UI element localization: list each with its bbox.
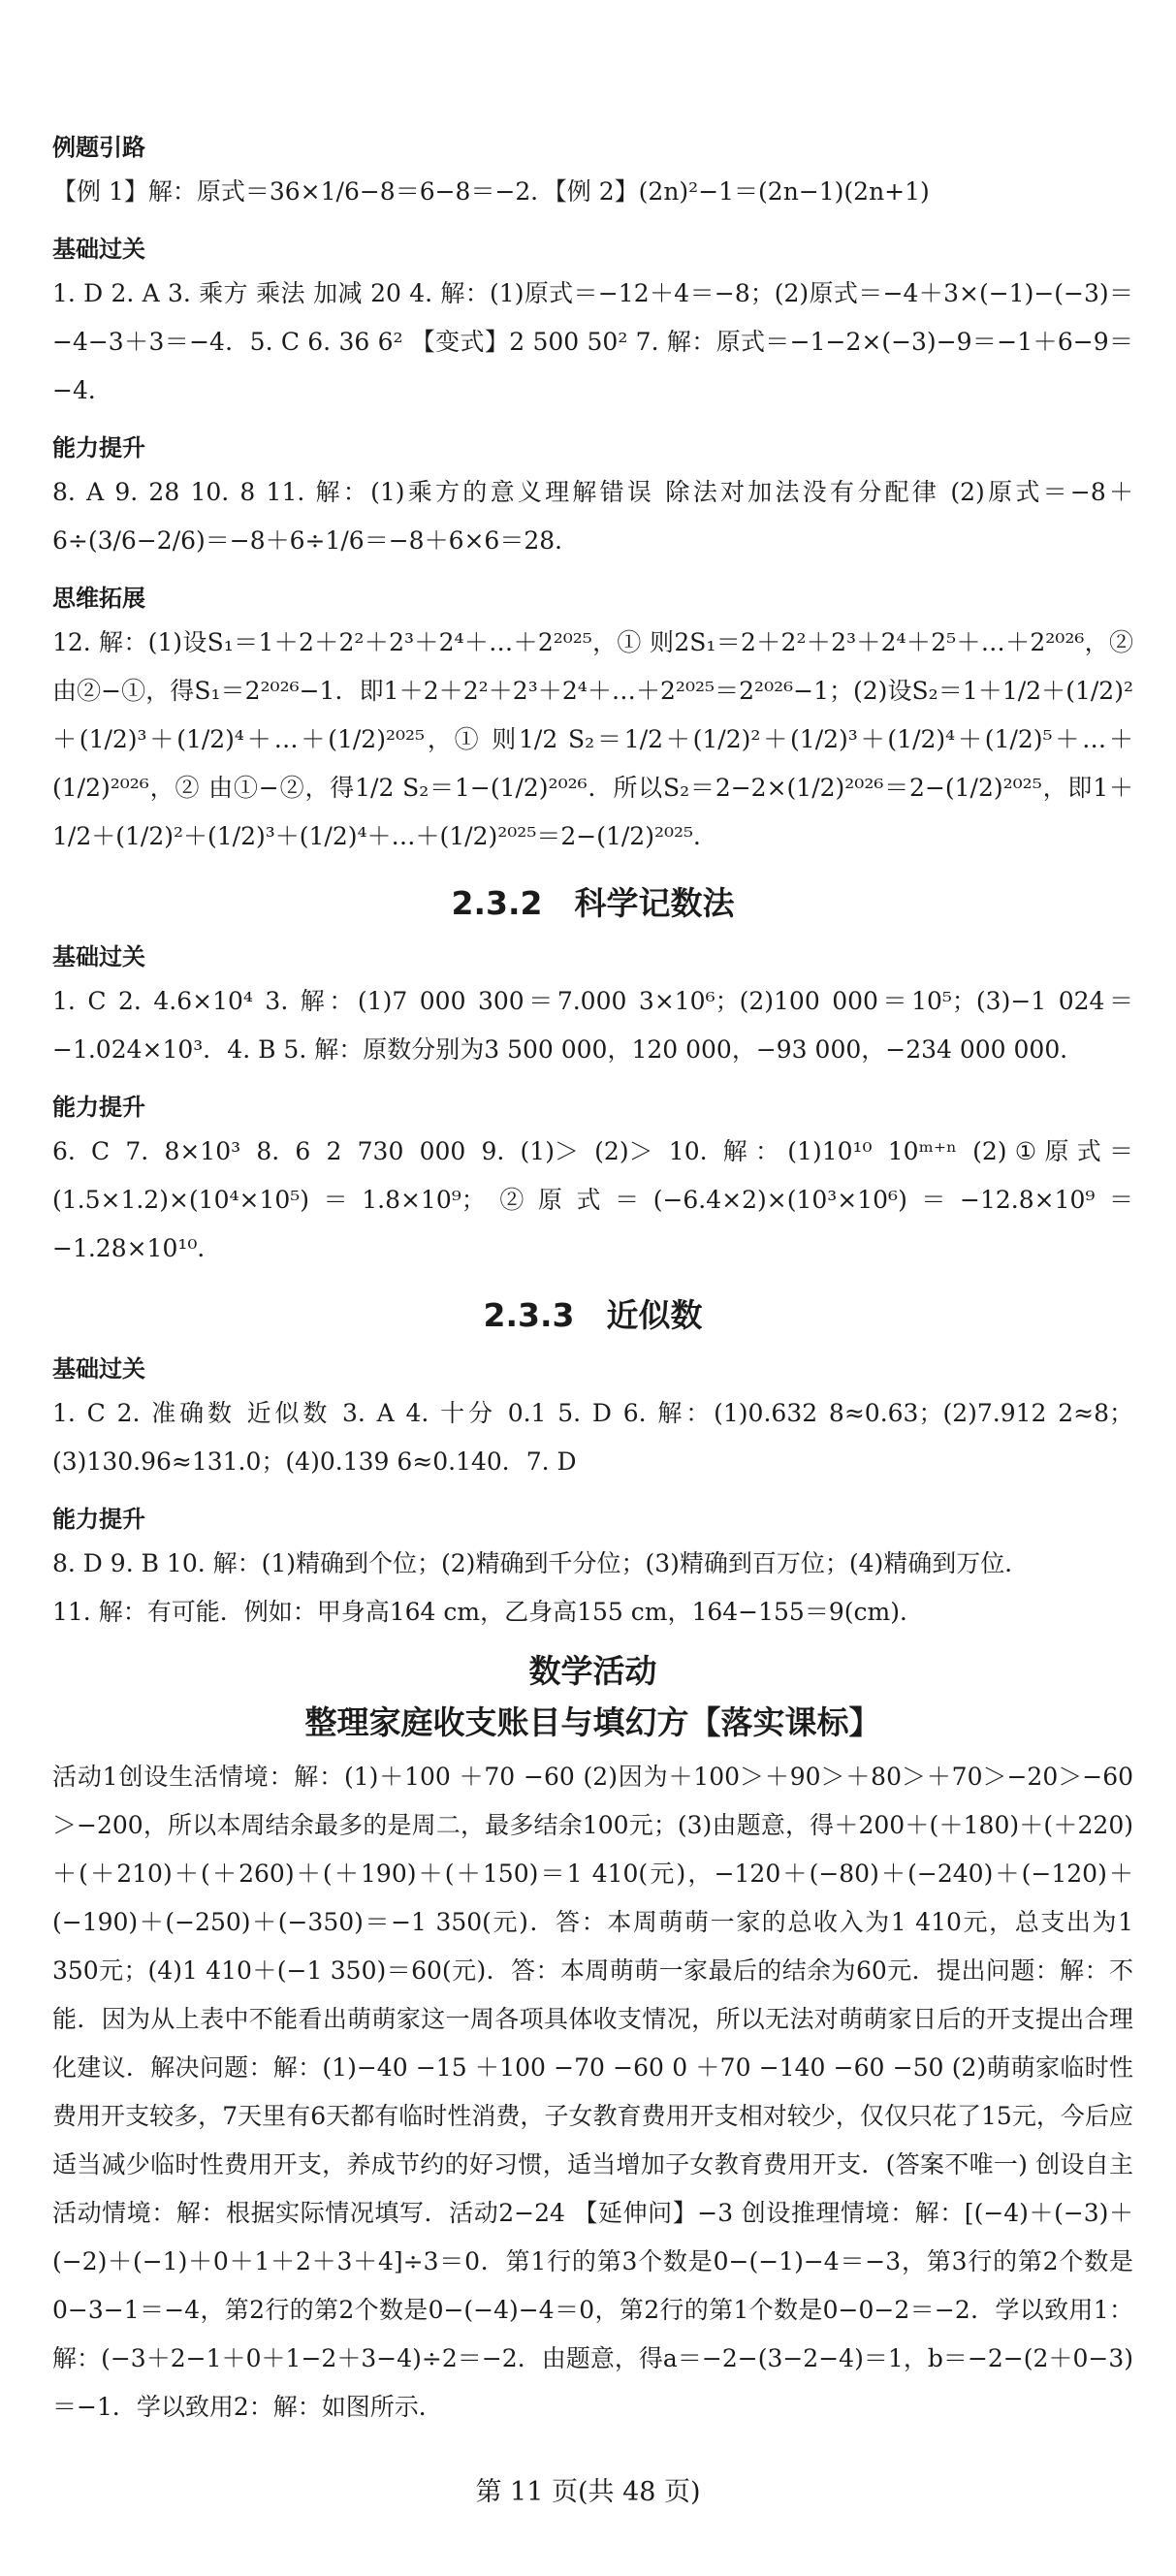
section-heading: 例题引路: [52, 134, 145, 161]
section-heading: 能力提升: [52, 1506, 145, 1533]
answer-paragraph: 6. C 7. 8×10³ 8. 6 2 730 000 9. (1)＞ (2)＞ 10. 解：(1)10¹⁰ 10ᵐ⁺ⁿ (2)①原式＝(1.5×1.2)×(10⁴×10⁵)＝1.8×10⁹；②原式＝(−6.4×2)×(10³×10⁶)＝−12.8×10⁹＝−1.28×10¹⁰．: [52, 1137, 1133, 1262]
answer-paragraph: 【例 1】解：原式＝36×1/6−8＝6−8＝−2．【例 2】(2n)²−1＝(2n−1)(2n+1): [52, 177, 930, 206]
lesson-title: 2.3.2 科学记数法: [451, 884, 735, 922]
answer-paragraph: 8. D 9. B 10. 解：(1)精确到个位；(2)精确到千分位；(3)精确到百万位；(4)精确到万位．: [52, 1549, 1030, 1577]
answer-paragraph: 1. C 2. 准确数 近似数 3. A 4. 十分 0.1 5. D 6. 解：(1)0.632 8≈0.63；(2)7.912 2≈8；(3)130.96≈131.0；(4)0.139 6≈0.140．7. D: [52, 1399, 1133, 1476]
lesson-title: 2.3.3 近似数: [483, 1296, 703, 1334]
answer-paragraph: 1. C 2. 4.6×10⁴ 3. 解：(1)7 000 300＝7.000 3×10⁶；(2)100 000＝10⁵；(3)−1 024＝−1.024×10³．4. B 5. 解：原数分别为3 500 000，120 000，−93 000，−234 000 000．: [52, 987, 1133, 1064]
section-heading: 能力提升: [52, 1094, 145, 1121]
section-heading: 基础过关: [52, 1355, 145, 1383]
section-heading: 思维拓展: [52, 585, 145, 612]
answer-paragraph: 活动1创设生活情境：解：(1)＋100 ＋70 −60 (2)因为＋100＞＋90＞＋80＞＋70＞−20＞−60＞−200，所以本周结余最多的是周二，最多结余100元；(3)由题意，得＋200＋(＋180)＋(＋220)＋(＋210)＋(＋260)＋(＋190)＋(＋150)＝1 410(元)，−120＋(−80)＋(−240)＋(−120)＋(−190)＋(−250)＋(−350)＝−1 350(元)．答：本周萌萌一家的总收入为1 410元，总支出为1 350元；(4)1 410＋(−1 350)＝60(元)．答：本周萌萌一家最后的结余为60元．提出问题：解：不能．因为从上表中不能看出萌萌家这一周各项具体收支情况，所以无法对萌萌家日后的开支提出合理化建议．解决问题：解：(1)−40 −15 ＋100 −70 −60 0 ＋70 −140 −60 −50 (2)萌萌家临时性费用开支较多，7天里有6天都有临时性消费，子女教育费用开支相对较少，仅仅只花了15元，今后应适当减少临时性费用开支，养成节约的好习惯，适当增加子女教育费用开支．(答案不唯一) 创设自主活动情境：解：根据实际情况填写．活动2−24 【延伸问】−3 创设推理情境：解：[(−4)＋(−3)＋(−2)＋(−1)＋0＋1＋2＋3＋4]÷3＝0．第1行的第3个数是0−(−1)−4＝−3，第3行的第2个数是0−3−1＝−4，第2行的第2个数是0−(−4)−4＝0，第2行的第1个数是0−0−2＝−2．学以致用1：解：(−3＋2−1＋0＋1−2＋3−4)÷2＝−2．由题意，得a＝−2−(3−2−4)＝1，b＝−2−(2＋0−3)＝−1．学以致用2：解：如图所示．: [52, 1763, 1133, 2421]
section-heading: 能力提升: [52, 434, 145, 461]
activity-subtitle: 整理家庭收支账目与填幻方【落实课标】: [304, 1703, 881, 1741]
section-heading: 基础过关: [52, 943, 145, 970]
section-heading: 基础过关: [52, 236, 145, 263]
answer-paragraph: 1. D 2. A 3. 乘方 乘法 加减 20 4. 解：(1)原式＝−12＋4＝−8；(2)原式＝−4＋3×(−1)−(−3)＝−4−3＋3＝−4．5. C 6. 36 6² 【变式】2 500 50² 7. 解：原式＝−1−2×(−3)−9＝−1＋6−9＝−4．: [52, 279, 1133, 404]
answer-paragraph: 8. A 9. 28 10. 8 11. 解：(1)乘方的意义理解错误 除法对加法没有分配律 (2)原式＝−8＋6÷(3/6−2/6)＝−8＋6÷1/6＝−8＋6×6＝28．: [52, 478, 1133, 555]
activity-title: 数学活动: [528, 1652, 657, 1690]
answer-paragraph: 12. 解：(1)设S₁＝1＋2＋2²＋2³＋2⁴＋…＋2²⁰²⁵，① 则2S₁＝2＋2²＋2³＋2⁴＋2⁵＋…＋2²⁰²⁶，② 由②−①，得S₁＝2²⁰²⁶−1．即1＋2＋2²＋2³＋2⁴＋…＋2²⁰²⁵＝2²⁰²⁶−1；(2)设S₂＝1＋1/2＋(1/2)²＋(1/2)³＋(1/2)⁴＋…＋(1/2)²⁰²⁵，① 则1/2 S₂＝1/2＋(1/2)²＋(1/2)³＋(1/2)⁴＋(1/2)⁵＋…＋(1/2)²⁰²⁶，② 由①−②，得1/2 S₂＝1−(1/2)²⁰²⁶．所以S₂＝2−2×(1/2)²⁰²⁶＝2−(1/2)²⁰²⁵，即1＋1/2＋(1/2)²＋(1/2)³＋(1/2)⁴＋…＋(1/2)²⁰²⁵＝2−(1/2)²⁰²⁵．: [52, 628, 1133, 850]
page-footer: 第 11 页(共 48 页): [475, 2477, 701, 2507]
answer-paragraph: 11. 解：有可能．例如：甲身高164 cm，乙身高155 cm，164−155＝9(cm)．: [52, 1598, 924, 1626]
